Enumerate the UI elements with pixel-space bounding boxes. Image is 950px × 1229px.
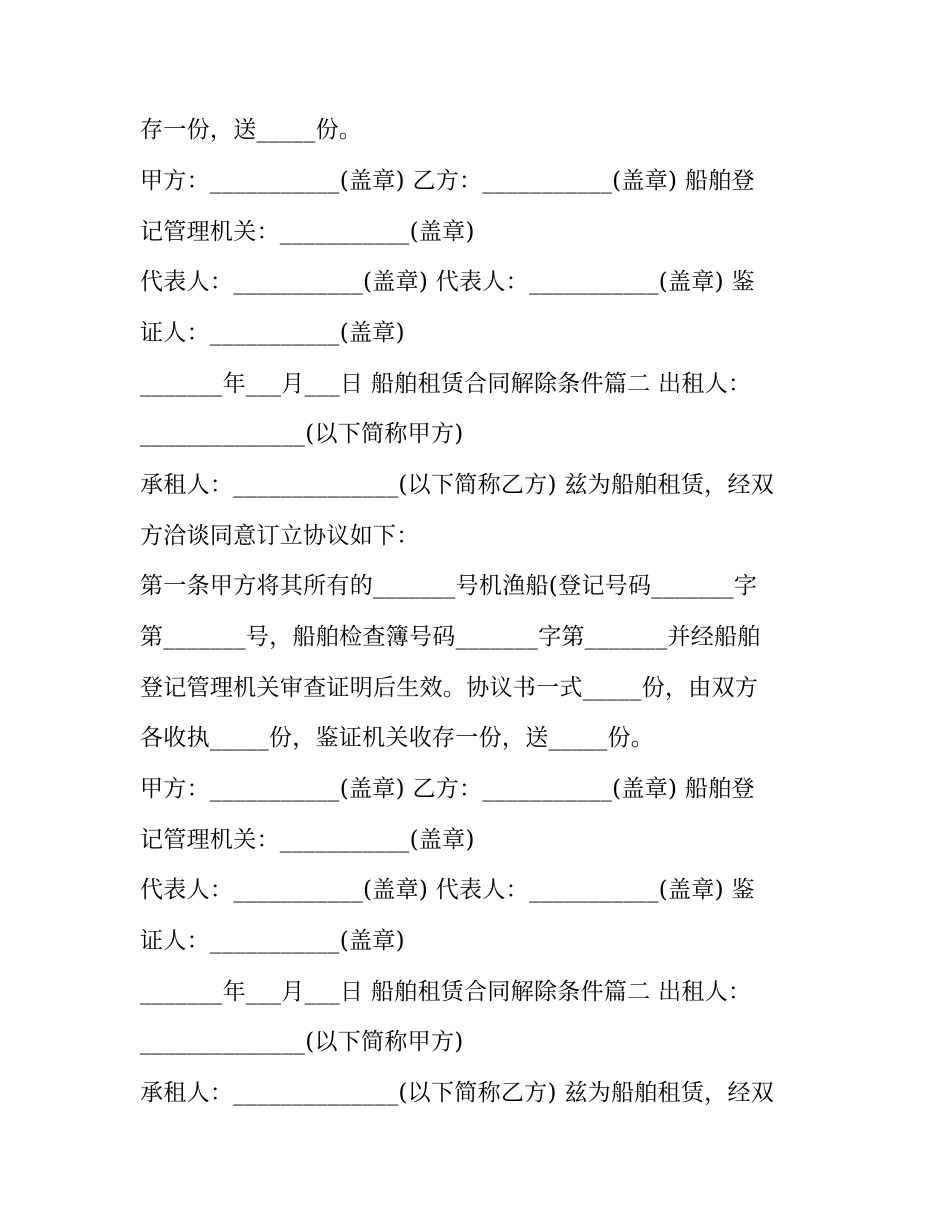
text-line: 代表人：___________(盖章) 代表人：___________(盖章) 鉴: [140, 269, 755, 295]
text-line: 登记管理机关审查证明后生效。协议书一式_____份，由双方: [140, 675, 759, 701]
text-line: 记管理机关：___________(盖章): [140, 219, 475, 245]
text-line: 代表人：___________(盖章) 代表人：___________(盖章) 鉴: [140, 877, 755, 903]
text-line: 存一份，送_____份。: [140, 117, 363, 143]
text-line: ______________(以下简称甲方): [140, 1029, 464, 1055]
text-line: 承租人：______________(以下简称乙方) 兹为船舶租赁，经双: [140, 472, 775, 498]
text-line: 第一条甲方将其所有的_______号机渔船(登记号码_______字: [140, 573, 758, 599]
text-line: 承租人：______________(以下简称乙方) 兹为船舶租赁，经双: [140, 1080, 775, 1106]
text-line: 证人：___________(盖章): [140, 928, 405, 954]
text-line: _______年___月___日 船舶租赁合同解除条件篇二 出租人：: [140, 979, 752, 1005]
text-line: ______________(以下简称甲方): [140, 421, 464, 447]
text-line: 第_______号，船舶检查簿号码_______字第_______并经船舶: [140, 624, 761, 650]
text-line: 证人：___________(盖章): [140, 320, 405, 346]
text-line: 方洽谈同意订立协议如下：: [140, 523, 420, 549]
text-line: 各收执_____份，鉴证机关收存一份，送_____份。: [140, 725, 655, 751]
text-line: 甲方：___________(盖章) 乙方：___________(盖章) 船舶登: [140, 776, 755, 802]
text-line: 甲方：___________(盖章) 乙方：___________(盖章) 船舶登: [140, 168, 755, 194]
text-line: 记管理机关：___________(盖章): [140, 827, 475, 853]
text-line: _______年___月___日 船舶租赁合同解除条件篇二 出租人：: [140, 371, 752, 397]
